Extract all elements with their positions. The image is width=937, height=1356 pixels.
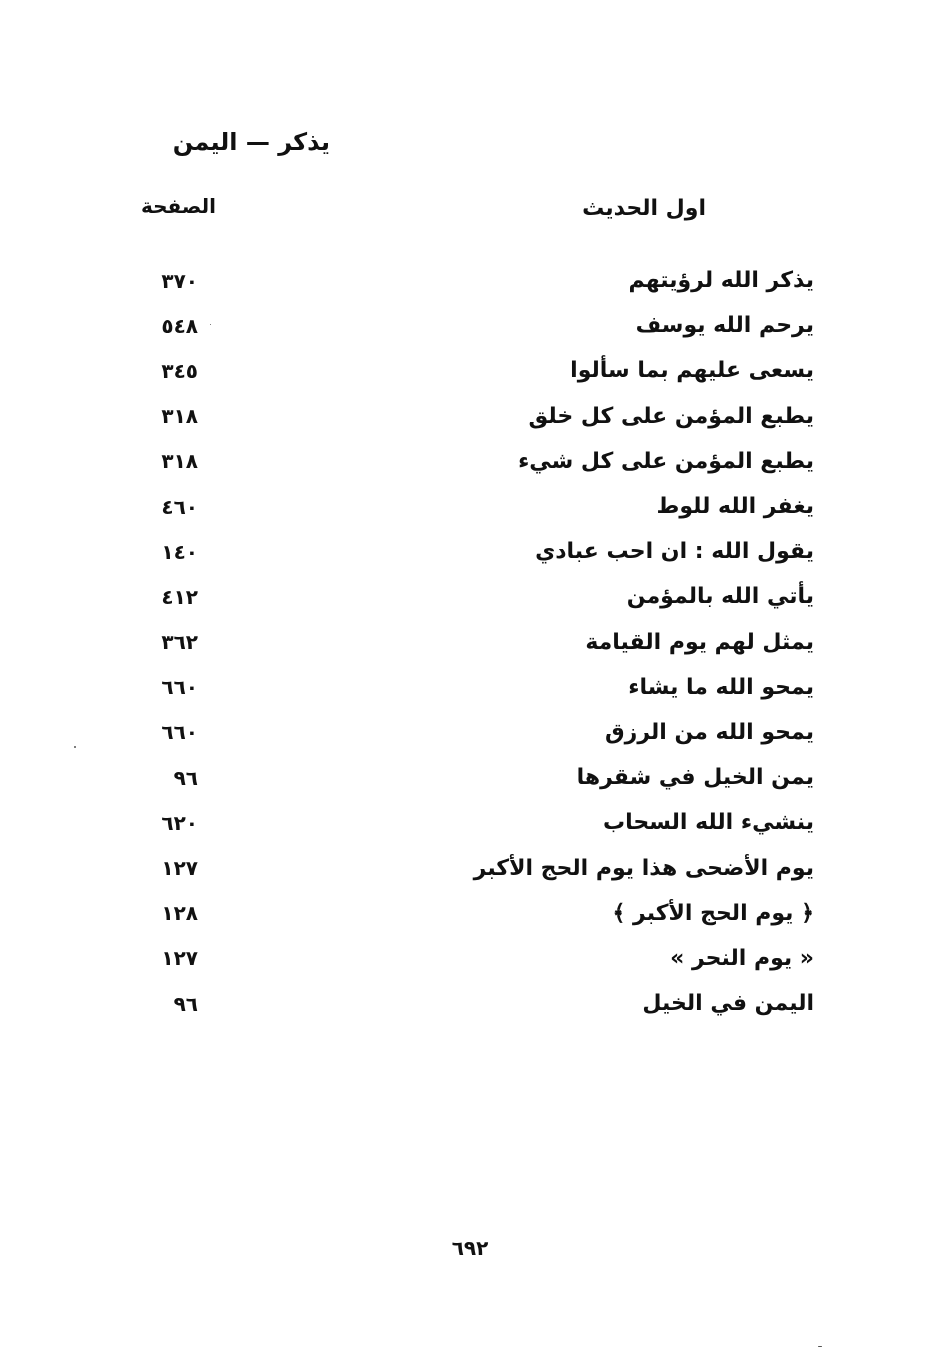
- entry-page-number: ٦٦٠: [161, 675, 198, 700]
- entry-page-number: ٣٦٢: [161, 630, 198, 655]
- scan-speck: [74, 746, 76, 748]
- index-row: [130, 303, 814, 348]
- index-row: [130, 981, 814, 1026]
- page-number: ٦٩٢: [451, 1236, 489, 1260]
- entry-hadith-opening: يذكر الله لرؤيتهم: [628, 268, 814, 294]
- column-header-hadith: اول الحديث: [582, 196, 706, 221]
- entry-hadith-opening: يمن الخيل في شقرها: [576, 765, 814, 791]
- entry-page-number: ٦٢٠: [161, 810, 198, 835]
- index-row: [130, 936, 814, 981]
- entry-page-number: ٣١٨: [161, 404, 198, 429]
- entry-page-number: ١٢٨: [161, 901, 198, 926]
- entry-hadith-opening: يمحو الله من الرزق: [605, 719, 814, 745]
- entry-page-number: ٦٦٠: [161, 720, 198, 745]
- entry-hadith-opening: يغفر الله للوط: [656, 494, 814, 520]
- entry-hadith-opening: يأتي الله بالمؤمن: [626, 584, 814, 610]
- index-row: [130, 348, 814, 393]
- entry-page-number: ٣١٨: [161, 449, 198, 474]
- index-row: [130, 620, 814, 665]
- entry-page-number: ١٢٧: [161, 946, 198, 971]
- entry-hadith-opening: يطبع المؤمن على كل خلق: [528, 403, 814, 429]
- index-row: [130, 394, 814, 439]
- index-row: [130, 529, 814, 574]
- entry-page-number: ١٢٧: [161, 856, 198, 881]
- entry-hadith-opening: ينشيء الله السحاب: [603, 810, 814, 836]
- index-row: [130, 258, 814, 303]
- index-row: [130, 484, 814, 529]
- running-head: يذكر — اليمن: [172, 128, 330, 156]
- entry-page-number: ٥٤٨: [161, 313, 198, 338]
- index-row: [130, 665, 814, 710]
- index-row: [130, 800, 814, 845]
- index-row: [130, 439, 814, 484]
- index-row: [130, 845, 814, 890]
- index-row: [130, 574, 814, 619]
- entry-hadith-opening: يرحم الله يوسف: [635, 313, 814, 339]
- entry-page-number: ٩٦: [173, 991, 198, 1016]
- column-header-page: الصفحة: [140, 194, 216, 218]
- entry-hadith-opening: يقول الله : ان احب عبادي: [535, 539, 814, 565]
- entry-hadith-opening: ﴿ يوم الحج الأكبر ﴾: [612, 900, 814, 926]
- entry-hadith-opening: « يوم النحر »: [670, 945, 814, 971]
- entry-hadith-opening: يمثل لهم يوم القيامة: [585, 629, 814, 655]
- entry-page-number: ١٤٠: [161, 539, 198, 564]
- scan-speck: [818, 1346, 822, 1347]
- entry-page-number: ٣٤٥: [161, 358, 198, 383]
- entry-hadith-opening: اليمن في الخيل: [642, 991, 814, 1017]
- index-list: [130, 258, 814, 1026]
- entry-hadith-opening: يمحو الله ما يشاء: [628, 674, 814, 700]
- index-row: [130, 710, 814, 755]
- entry-hadith-opening: يطبع المؤمن على كل شيء: [518, 448, 814, 474]
- index-row: [130, 755, 814, 800]
- entry-page-number: ٤٦٠: [161, 494, 198, 519]
- entry-page-number: ٤١٢: [161, 584, 198, 609]
- index-row: [130, 891, 814, 936]
- entry-hadith-opening: يسعى عليهم بما سألوا: [570, 358, 814, 384]
- entry-page-number: ٣٧٠: [161, 268, 198, 293]
- entry-page-number: ٩٦: [173, 765, 198, 790]
- scan-speck: [210, 324, 211, 325]
- entry-hadith-opening: يوم الأضحى هذا يوم الحج الأكبر: [473, 855, 814, 881]
